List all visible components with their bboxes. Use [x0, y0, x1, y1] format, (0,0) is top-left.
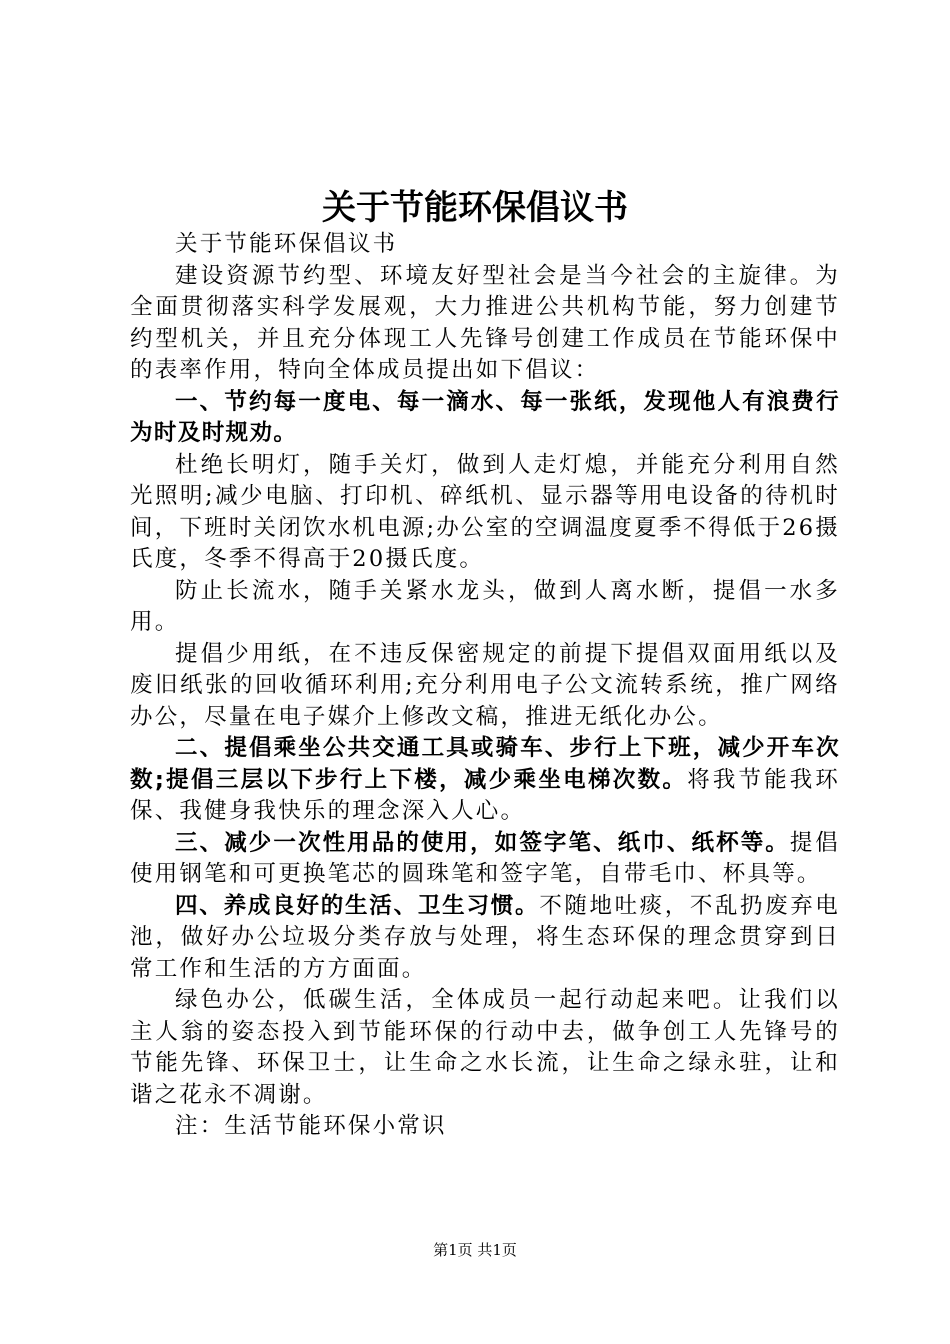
paragraph-text: 提倡少用纸，在不违反保密规定的前提下提倡双面用纸以及废旧纸张的回收循环利用;充分利用电子公文流转系统，推广网络办公，尽量在电子媒介上修改文稿，推进无纸化办公。: [130, 640, 840, 730]
paragraph-heading: 三、减少一次性用品的使用，如签字笔、纸巾、纸杯等。: [175, 829, 790, 856]
paragraph: [130, 985, 840, 1111]
paragraph-text: 将我节能我环保、我健身我快乐的理念深入人心。: [130, 766, 841, 824]
paragraph-text: 杜绝长明灯，随手关灯，做到人走灯熄，并能充分利用自然光照明;减少电脑、打印机、碎纸机、显示器等用电设备的待机时间，下班时关闭饮水机电源;办公室的空调温度夏季不得低于26摄氏度，冬季不得高于20摄氏度。: [130, 451, 840, 572]
paragraph: [130, 891, 840, 986]
paragraph-text: 防止长流水，随手关紧水龙头，做到人离水断，提倡一水多用。: [130, 577, 840, 635]
paragraph: [130, 576, 840, 639]
paragraph-heading: 一、节约每一度电、每一滴水、每一张纸，发现他人有浪费行为时及时规劝。: [130, 388, 840, 446]
paragraph: [130, 828, 840, 891]
paragraph-text: 不随地吐痰，不乱扔废弃电池，做好办公垃圾分类存放与处理，将生态环保的理念贯穿到日常工作和生活的方方面面。: [130, 892, 840, 982]
document-title: 关于节能环保倡议书: [322, 188, 628, 228]
paragraph-heading: 四、养成良好的生活、卫生习惯。: [175, 892, 540, 919]
paragraph-text: 绿色办公，低碳生活，全体成员一起行动起来吧。让我们以主人翁的姿态投入到节能环保的行动中去，做争创工人先锋号的节能先锋、环保卫士，让生命之水长流，让生命之绿永驻，让和谐之花永不凋谢。: [130, 987, 840, 1108]
paragraph: [130, 733, 840, 828]
paragraph: [130, 261, 840, 387]
page-footer: 第1页 共1页: [433, 1241, 517, 1259]
paragraph-text: 注：生活节能环保小常识: [175, 1113, 447, 1139]
paragraph: [130, 639, 840, 734]
paragraph: [130, 1111, 840, 1143]
paragraph-text: 建设资源节约型、环境友好型社会是当今社会的主旋律。为全面贯彻落实科学发展观，大力推进公共机构节能，努力创建节约型机关，并且充分体现工人先锋号创建工作成员在节能环保中的表率作用，特向全体成员提出如下倡议：: [130, 262, 840, 383]
paragraph-text: 关于节能环保倡议书: [175, 231, 398, 257]
paragraph: [130, 450, 840, 576]
paragraph: [130, 229, 840, 261]
paragraph-heading: 二、提倡乘坐公共交通工具或骑车、步行上下班，减少开车次数;提倡三层以下步行上下楼，减少乘坐电梯次数。: [130, 735, 840, 793]
document-body: [130, 229, 840, 1143]
paragraph: [130, 387, 840, 450]
paragraph-text: 提倡使用钢笔和可更换笔芯的圆珠笔和签字笔，自带毛巾、杯具等。: [130, 829, 840, 887]
